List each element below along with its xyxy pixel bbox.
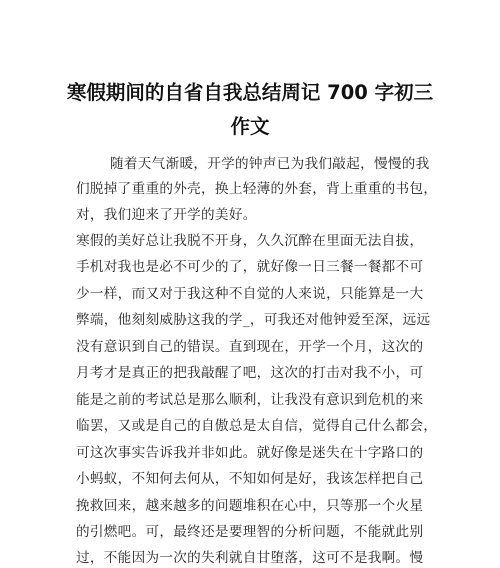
paragraph-line: 们脱掉了重重的外壳，换上轻薄的外套，背上重重的书包， xyxy=(76,181,438,197)
paragraph-line: 对，我们迎来了开学的美好。 xyxy=(76,207,257,223)
paragraph-line: 可这次事实告诉我并非如此。就好像是迷失在十字路口的 xyxy=(76,445,424,461)
paragraph-line: 挽救回来，越来越多的问题堆积在心中，只等那一个火星 xyxy=(76,498,424,514)
paragraph-line: 月考才是真正的把我敲醒了吧，这次的打击对我不小，可 xyxy=(76,365,424,381)
title-line-2: 作文 xyxy=(230,115,270,138)
document-title xyxy=(60,76,440,144)
paragraph-line: 随着天气渐暖，开学的钟声已为我们敲起，慢慢的我 xyxy=(110,156,430,172)
paragraph-line: 少一样，而又对于我这种不自觉的人来说，只能算是一大 xyxy=(76,286,424,302)
paragraph-line: 的引燃吧。可，最终还是要理智的分析问题，不能就此别 xyxy=(76,524,424,540)
title-line-1: 寒假期间的自省自我总结周记 700 字初三 xyxy=(66,81,434,104)
paragraph-line: 没有意识到自己的错误。直到现在，开学一个月，这次的 xyxy=(76,339,424,355)
paragraph-line: 过，不能因为一次的失利就自甘堕落，这可不是我啊。慢 xyxy=(76,550,424,566)
paragraph-line: 寒假的美好总让我脱不开身，久久沉醉在里面无法自拔， xyxy=(76,233,424,249)
paragraph-line: 能是之前的考试总是那么顺利，让我没有意识到危机的来 xyxy=(76,392,424,408)
paragraph-line: 弊端，他刻刻威胁这我的学_，可我还对他钟爱至深，远远 xyxy=(76,312,431,328)
paragraph-line: 手机对我也是必不可少的了，就好像一日三餐一餐都不可 xyxy=(76,259,424,275)
paragraph-line: 临罢，又或是自己的自傲总是太自信，觉得自己什么都会， xyxy=(76,418,438,434)
paragraph-line: 小蚂蚁，不知何去何从，不知如何是好，我该怎样把自己 xyxy=(76,471,424,487)
